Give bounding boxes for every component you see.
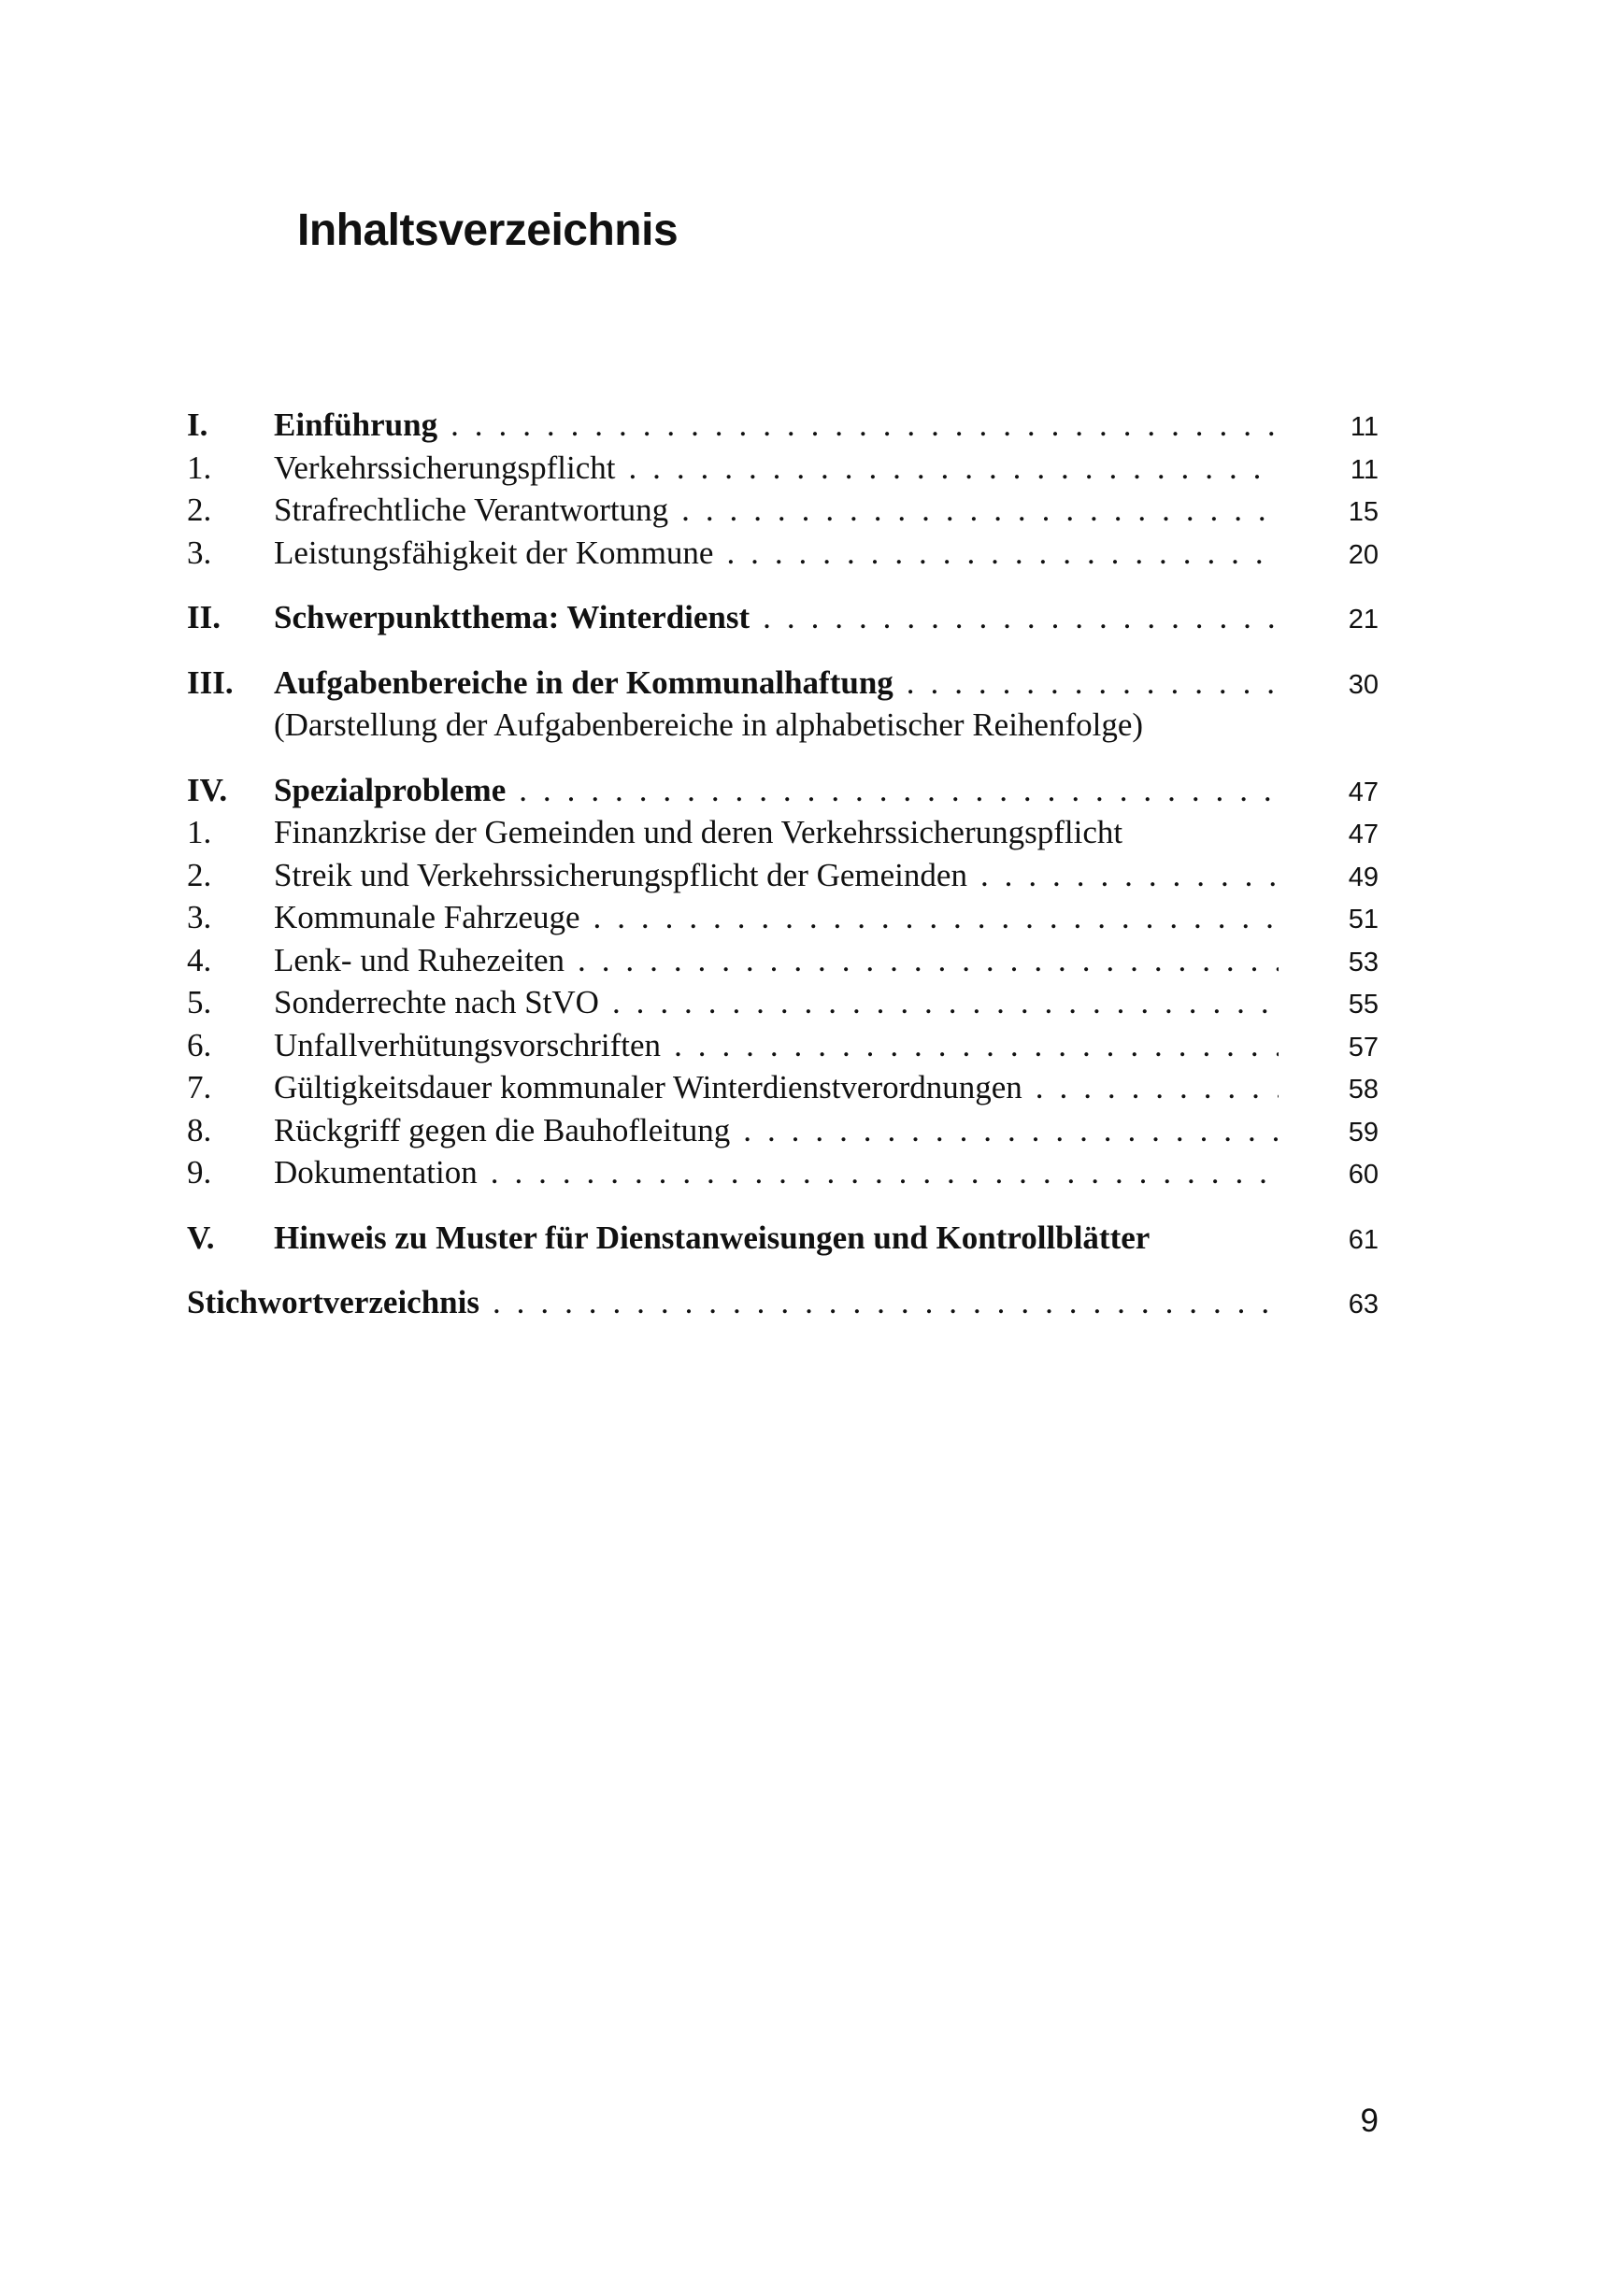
- dot-leader: [750, 596, 1279, 639]
- toc-entry-number: 5.: [187, 984, 212, 1020]
- toc-entry-title: Gültigkeitsdauer kommunaler Winterdienstverordnungen: [274, 1069, 1022, 1105]
- toc-entry-number: 2.: [187, 856, 212, 893]
- toc-entry-page: 53: [1348, 947, 1379, 977]
- dot-leader: [437, 404, 1279, 447]
- toc-entry-number: 1.: [187, 449, 212, 486]
- table-of-contents: [187, 404, 1379, 1324]
- toc-entry-title: Hinweis zu Muster für Dienstanweisungen und Kontrollblätter: [274, 1219, 1151, 1256]
- toc-entry-page: 15: [1348, 497, 1379, 527]
- toc-entry-number: III.: [187, 663, 234, 701]
- toc-entry-stichwortverzeichnis[interactable]: [187, 1281, 1379, 1324]
- toc-entry-page: 60: [1348, 1160, 1379, 1190]
- toc-entry-page: 51: [1348, 905, 1379, 934]
- dot-leader: [599, 981, 1279, 1024]
- toc-entry-title: Lenk- und Ruhezeiten: [274, 941, 565, 978]
- toc-entry-number: 7.: [187, 1069, 212, 1105]
- toc-entry-unfallverhuetung[interactable]: [187, 1024, 1379, 1067]
- toc-entry-aufgabenbereiche[interactable]: [187, 662, 1379, 705]
- page-number: 9: [1360, 2103, 1379, 2139]
- dot-leader: [565, 939, 1279, 982]
- toc-entry-page: 58: [1348, 1075, 1379, 1105]
- page-title: Inhaltsverzeichnis: [297, 206, 679, 255]
- toc-entry-title: Schwerpunktthema: Winterdienst: [274, 599, 750, 635]
- toc-entry-page: 20: [1348, 539, 1379, 570]
- dot-leader: [893, 662, 1279, 705]
- toc-entry-page: 47: [1348, 777, 1379, 807]
- toc-entry-number: 9.: [187, 1154, 212, 1191]
- toc-entry-number: 6.: [187, 1026, 212, 1063]
- toc-entry-page: 49: [1348, 862, 1379, 892]
- toc-entry-title: Sonderrechte nach StVO: [274, 984, 599, 1020]
- toc-entry-title: Einführung: [274, 406, 438, 443]
- toc-entry-title: Rückgriff gegen die Bauhofleitung: [274, 1111, 731, 1148]
- dot-leader: [661, 1024, 1279, 1067]
- toc-entry-hinweis-muster[interactable]: [187, 1217, 1379, 1260]
- toc-entry-title: Unfallverhütungsvorschriften: [274, 1026, 662, 1063]
- toc-entry-spezialprobleme[interactable]: [187, 769, 1379, 812]
- dot-leader: [615, 447, 1279, 490]
- dot-leader: [479, 1281, 1279, 1324]
- toc-entry-strafrechtliche-verantwortung[interactable]: [187, 489, 1379, 532]
- toc-entry-note: (Darstellung der Aufgabenbereiche in alphabetischer Reihenfolge): [274, 706, 1144, 743]
- toc-entry-streik[interactable]: [187, 854, 1379, 897]
- toc-entry-page: 47: [1348, 820, 1379, 849]
- toc-entry-sonderrechte[interactable]: [187, 981, 1379, 1024]
- toc-entry-page: 21: [1348, 605, 1379, 635]
- dot-leader: [713, 532, 1279, 575]
- toc-entry-number: 3.: [187, 899, 212, 935]
- dot-leader: [668, 489, 1279, 532]
- toc-entry-page: 57: [1348, 1032, 1379, 1062]
- toc-entry-title: Finanzkrise der Gemeinden und deren Verkehrssicherungspflicht: [274, 814, 1123, 850]
- toc-entry-gueltigkeitsdauer[interactable]: [187, 1066, 1379, 1109]
- toc-entry-verkehrssicherungspflicht[interactable]: [187, 447, 1379, 490]
- toc-entry-rueckgriff[interactable]: [187, 1109, 1379, 1152]
- toc-entry-title: Dokumentation: [274, 1154, 478, 1191]
- toc-entry-title: Streik und Verkehrssicherungspflicht der Gemeinden: [274, 856, 967, 893]
- toc-entry-page: 30: [1348, 669, 1379, 700]
- toc-entry-lenk-ruhezeiten[interactable]: [187, 939, 1379, 982]
- toc-entry-number: 1.: [187, 814, 212, 850]
- toc-entry-kommunale-fahrzeuge[interactable]: [187, 896, 1379, 939]
- toc-entry-number: I.: [187, 406, 208, 443]
- dot-leader: [506, 769, 1279, 812]
- dot-leader: [580, 896, 1279, 939]
- toc-entry-title: Stichwortverzeichnis: [187, 1284, 479, 1320]
- toc-entry-einfuehrung[interactable]: [187, 404, 1379, 447]
- toc-entry-dokumentation[interactable]: [187, 1151, 1379, 1194]
- toc-entry-title: Leistungsfähigkeit der Kommune: [274, 534, 714, 571]
- dot-leader: [478, 1151, 1279, 1194]
- toc-entry-page: 55: [1348, 990, 1379, 1020]
- dot-leader: [730, 1109, 1279, 1152]
- toc-entry-page: 11: [1350, 412, 1379, 442]
- toc-entry-number: V.: [187, 1219, 215, 1256]
- toc-entry-winterdienst[interactable]: [187, 596, 1379, 639]
- toc-entry-page: 61: [1348, 1224, 1379, 1255]
- dot-leader: [1022, 1066, 1279, 1109]
- toc-entry-number: IV.: [187, 771, 228, 808]
- toc-entry-page: 59: [1348, 1117, 1379, 1148]
- toc-entry-title: Verkehrssicherungspflicht: [274, 449, 616, 486]
- toc-entry-title: Kommunale Fahrzeuge: [274, 899, 580, 935]
- toc-entry-title: Spezialprobleme: [274, 771, 507, 808]
- toc-entry-number: 4.: [187, 941, 212, 978]
- toc-entry-finanzkrise[interactable]: [187, 811, 1379, 854]
- toc-entry-page: 11: [1350, 454, 1379, 485]
- dot-leader: [967, 854, 1279, 897]
- toc-entry-page: 63: [1348, 1290, 1379, 1319]
- toc-entry-number: II.: [187, 599, 221, 635]
- toc-entry-title: Strafrechtliche Verantwortung: [274, 492, 669, 528]
- toc-entry-leistungsfaehigkeit[interactable]: [187, 532, 1379, 575]
- toc-entry-number: 3.: [187, 534, 212, 571]
- toc-entry-number: 8.: [187, 1111, 212, 1148]
- toc-entry-number: 2.: [187, 492, 212, 528]
- toc-entry-title: Aufgabenbereiche in der Kommunalhaftung: [274, 663, 893, 701]
